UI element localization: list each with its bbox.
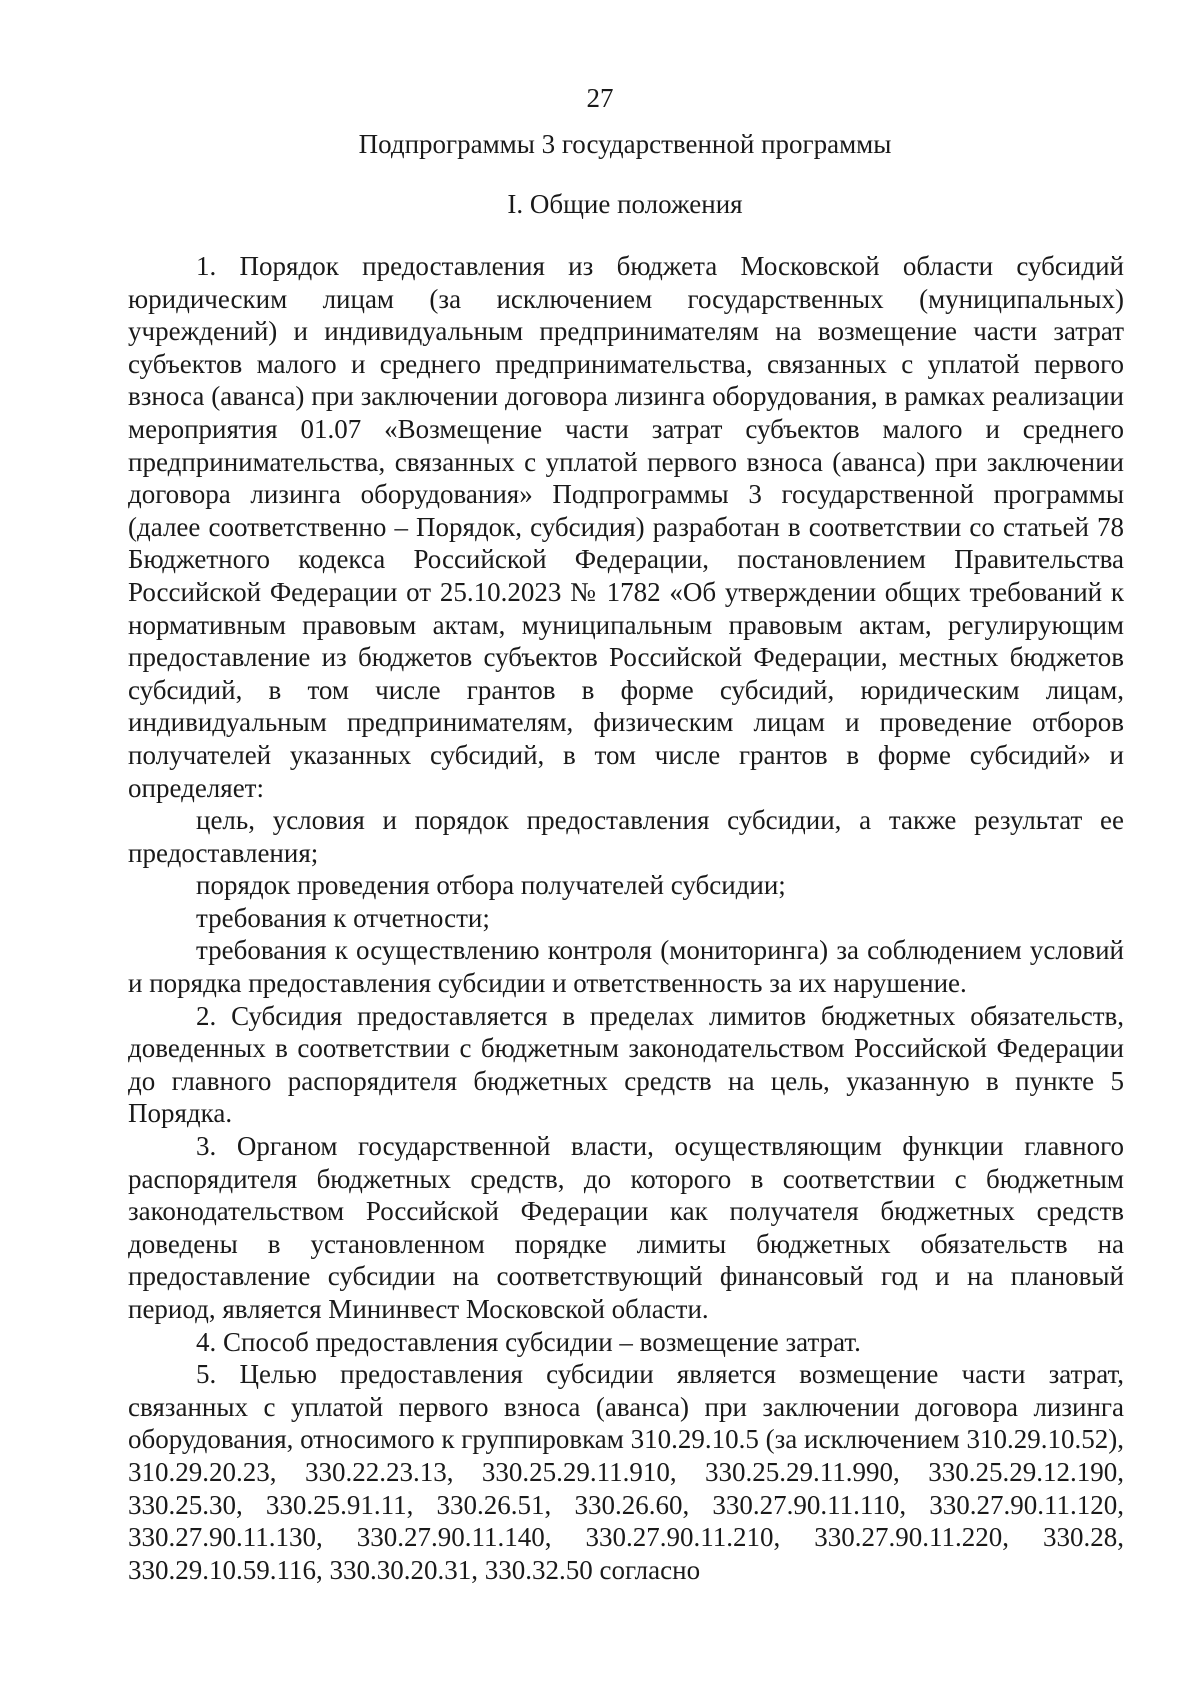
paragraph-2: 2. Субсидия предоставляется в пределах лимитов бюджетных обязательств, доведенных в соответствии с бюджетным законодательством Российской Федерации до главного распорядителя бюджетных средств на цель, указанную в пункте 5 Порядка.	[128, 1000, 1124, 1129]
document-body	[128, 250, 1124, 1586]
paragraph-3: 3. Органом государственной власти, осуществляющим функции главного распорядителя бюджетных средств, до которого в соответствии с бюджетным законодательством Российской Федерации как получателя бюджетных средств доведены в установленном порядке лимиты бюджетных обязательств на предоставление субсидии на соответствующий финансовый год и на плановый период, является Мининвест Московской области.	[128, 1131, 1124, 1324]
document-title: Подпрограммы 3 государственной программы	[358, 129, 892, 159]
paragraph-4: 4. Способ предоставления субсидии – возмещение затрат.	[196, 1326, 861, 1357]
page-number: 27	[586, 83, 614, 113]
paragraph-1-item-reporting: требования к отчетности;	[196, 902, 490, 933]
paragraph-1-item-selection: порядок проведения отбора получателей субсидии;	[196, 870, 786, 901]
paragraph-1-item-goal: цель, условия и порядок предоставления субсидии, а также результат ее предоставления;	[128, 805, 1124, 868]
section-heading: I. Общие положения	[507, 189, 743, 219]
paragraph-1: 1. Порядок предоставления из бюджета Московской области субсидий юридическим лицам (за исключением государственных (муниципальных) учреждений) и индивидуальным предпринимателям на возмещение части затрат субъектов малого и среднего предпринимательства, связанных с уплатой первого взноса (аванса) при заключении договора лизинга оборудования, в рамках реализации мероприятия 01.07 «Возмещение части затрат субъектов малого и среднего предпринимательства, связанных с уплатой первого взноса (аванса) при заключении договора лизинга оборудования» Подпрограммы 3 государственной программы (далее соответственно – Порядок, субсидия) разработан в соответствии со статьей 78 Бюджетного кодекса Российской Федерации, постановлением Правительства Российской Федерации от 25.10.2023 № 1782 «Об утверждении общих требований к нормативным правовым актам, муниципальным правовым актам, регулирующим предоставление из бюджетов субъектов Российской Федерации, местных бюджетов субсидий, в том числе грантов в форме субсидий, юридическим лицам, индивидуальным предпринимателям, физическим лицам и проведение отборов получателей указанных субсидий, в том числе грантов в форме субсидий» и определяет:	[128, 251, 1124, 803]
paragraph-1-item-control: требования к осуществлению контроля (мониторинга) за соблюдением условий и порядка предоставления субсидии и ответственность за их нарушение.	[128, 935, 1124, 999]
paragraph-5: 5. Целью предоставления субсидии является возмещение части затрат, связанных с уплатой первого взноса (аванса) при заключении договора лизинга оборудования, относимого к группировкам 310.29.10.5 (за исключением 310.29.10.52), 310.29.20.23, 330.22.23.13, 330.25.29.11.910, 330.25.29.11.990, 330.25.29.12.190, 330.25.30, 330.25.91.11, 330.26.51, 330.26.60, 330.27.90.11.110, 330.27.90.11.120, 330.27.90.11.130, 330.27.90.11.140, 330.27.90.11.210, 330.27.90.11.220, 330.28, 330.29.10.59.116, 330.30.20.31, 330.32.50 согласно	[128, 1359, 1124, 1585]
